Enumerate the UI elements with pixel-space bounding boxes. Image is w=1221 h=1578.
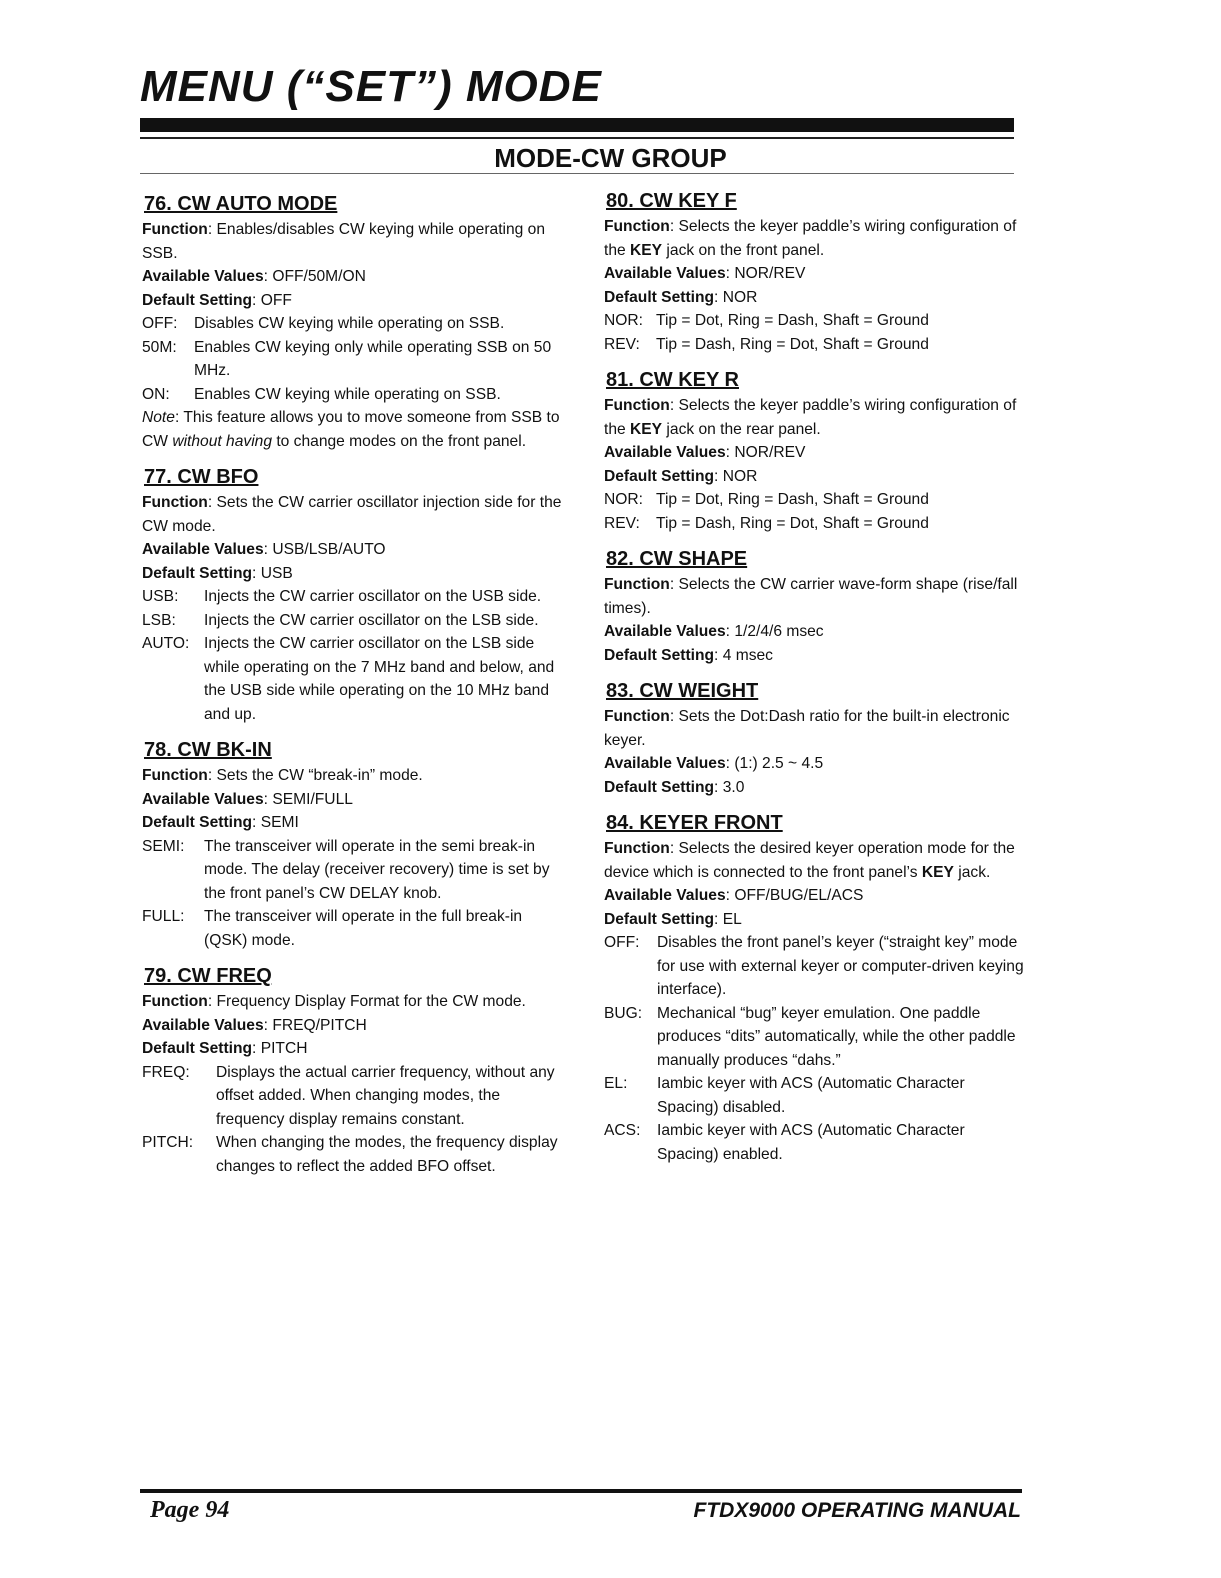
values-line: Available Values: OFF/50M/ON [142,268,366,285]
section-title: 78. CW BK-IN [144,739,272,761]
section-77 [142,463,562,726]
option-item: REV: Tip = Dash, Ring = Dot, Shaft = Ground [604,335,929,353]
group-title: MODE-CW GROUP [494,143,727,173]
default-line: Default Setting: USB [142,564,293,582]
option-item: NOR: Tip = Dot, Ring = Dash, Shaft = Ground [604,312,929,329]
manual-title: FTDX9000 OPERATING MANUAL [693,1499,1021,1522]
group-rule-bottom [140,173,1014,174]
section-80 [604,187,1024,356]
note-line: Note: This feature allows you to move someone from SSB to CW without having to change modes on the front panel. [142,409,560,450]
option-item: FREQ: Displays the actual carrier frequency, without any offset added. When changing modes, the frequency display remains constant. [142,1063,555,1128]
group-rule-top [140,137,1014,139]
page-number: Page 94 [150,1497,230,1523]
default-line: Default Setting: PITCH [142,1040,308,1057]
option-item: PITCH: When changing the modes, the frequency display changes to reflect the added BFO offset. [142,1134,558,1175]
option-item: OFF: Disables the front panel’s keyer (“straight key” mode for use with external keyer or computer-driven keying interface). [604,934,1024,998]
section-84 [604,809,1024,1166]
values-line: Available Values: SEMI/FULL [142,790,353,808]
section-title: 80. CW KEY F [606,190,737,212]
default-line: Default Setting: SEMI [142,814,299,831]
option-item: 50M: Enables CW keying only while operating SSB on 50 MHz. [142,338,552,379]
option-item: USB: Injects the CW carrier oscillator on the USB side. [142,588,542,605]
values-line: Available Values: 1/2/4/6 msec [604,623,824,640]
function-line: Function: Sets the Dot:Dash ratio for the built-in electronic keyer. [604,708,1010,749]
title-rule [140,118,1014,132]
section-81 [604,366,1024,535]
function-line: Function: Enables/disables CW keying while operating on SSB. [142,221,546,262]
page-title: MENU (“SET”) MODE [140,62,602,111]
left-column [142,190,562,1188]
option-item: BUG: Mechanical “bug” keyer emulation. One paddle produces “dits” automatically, while the other paddle manually produces “dahs.” [604,1004,1016,1069]
right-column [604,187,1024,1176]
option-item: ON: Enables CW keying while operating on SSB. [142,385,501,403]
option-item: NOR: Tip = Dot, Ring = Dash, Shaft = Ground [604,491,929,508]
function-line: Function: Selects the keyer paddle’s wiring configuration of the KEY jack on the front panel. [604,218,1017,259]
section-title: 82. CW SHAPE [606,548,748,570]
function-line: Function: Sets the CW carrier oscillator injection side for the CW mode. [142,494,562,535]
default-line: Default Setting: 3.0 [604,778,745,796]
option-item: LSB: Injects the CW carrier oscillator on the LSB side. [142,611,539,629]
values-line: Available Values: NOR/REV [604,265,806,282]
option-item: OFF: Disables CW keying while operating on SSB. [142,315,505,332]
option-item: ACS: Iambic keyer with ACS (Automatic Character Spacing) enabled. [604,1122,965,1163]
footer-rule [140,1489,1022,1493]
function-line: Function: Sets the CW “break-in” mode. [142,767,423,784]
values-line: Available Values: USB/LSB/AUTO [142,541,386,558]
default-line: Default Setting: NOR [604,467,758,485]
function-line: Function: Selects the CW carrier wave-form shape (rise/fall times). [604,576,1018,617]
section-title: 76. CW AUTO MODE [144,193,338,215]
section-title: 83. CW WEIGHT [606,680,759,702]
section-83 [604,677,1024,799]
function-line: Function: Selects the desired keyer operation mode for the device which is connected to the front panel’s KEY jack. [604,840,1015,881]
option-item: REV: Tip = Dash, Ring = Dot, Shaft = Ground [604,514,929,532]
section-82 [604,545,1024,667]
function-line: Function: Selects the keyer paddle’s wiring configuration of the KEY jack on the rear panel. [604,397,1017,438]
section-76 [142,190,562,453]
section-title: 79. CW FREQ [144,965,272,987]
values-line: Available Values: (1:) 2.5 ~ 4.5 [604,755,824,772]
section-79 [142,962,562,1178]
section-title: 84. KEYER FRONT [606,812,783,834]
section-title: 81. CW KEY R [606,369,739,391]
default-line: Default Setting: NOR [604,288,758,306]
function-line: Function: Frequency Display Format for the CW mode. [142,993,526,1010]
option-item: FULL: The transceiver will operate in the full break-in (QSK) mode. [142,908,523,949]
default-line: Default Setting: EL [604,910,742,928]
values-line: Available Values: FREQ/PITCH [142,1016,367,1034]
section-78 [142,736,562,952]
default-line: Default Setting: 4 msec [604,646,773,664]
values-line: Available Values: OFF/BUG/EL/ACS [604,887,864,904]
default-line: Default Setting: OFF [142,291,292,309]
option-item: EL: Iambic keyer with ACS (Automatic Character Spacing) disabled. [604,1075,965,1116]
option-item: AUTO: Injects the CW carrier oscillator on the LSB side while operating on the 7 MHz band and below, and the USB side while operating on the 10 MHz band and up. [142,635,555,723]
section-title: 77. CW BFO [144,466,259,488]
values-line: Available Values: NOR/REV [604,444,806,461]
option-item: SEMI: The transceiver will operate in the semi break-in mode. The delay (receiver recovery) time is set by the front panel’s CW DELAY knob. [142,837,550,902]
